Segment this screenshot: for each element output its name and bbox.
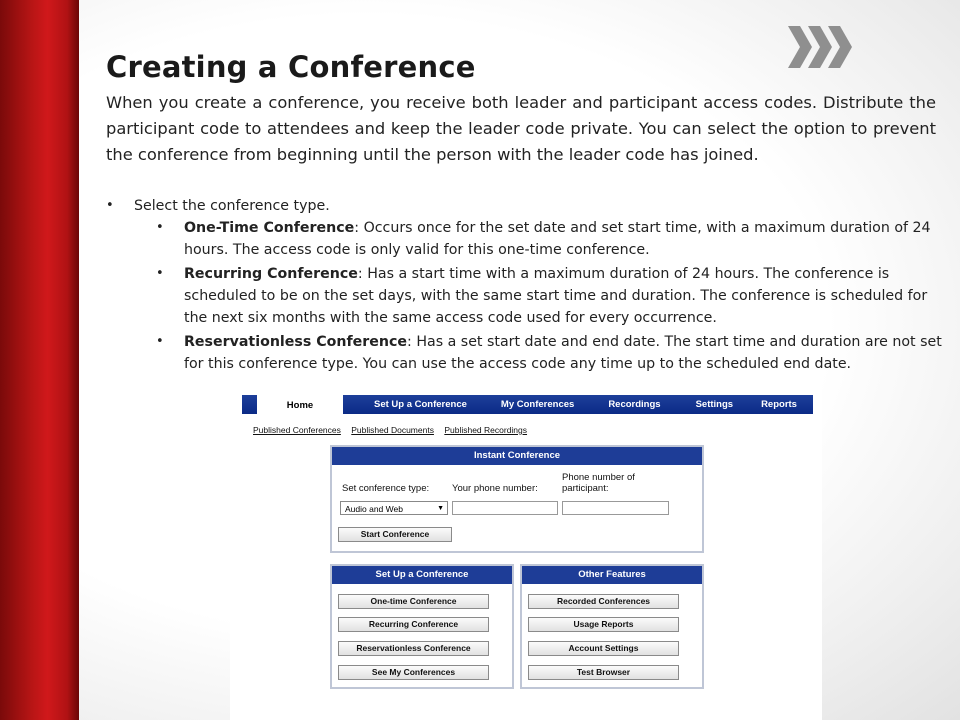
recorded-conferences-button[interactable]: Recorded Conferences [528,594,679,609]
sub-bullet-text: : Has a set start date and end date. The start time and duration are not set for this conference type. You can use the access code any time up to the scheduled end date. [184,334,942,372]
phone-number-label: Your phone number: [452,483,538,494]
bullet-main: • Select the conference type. [106,195,946,217]
sub-bullet-term: One-Time Conference [184,220,355,236]
sub-bullet-one-time [106,217,946,261]
triple-chevron-icon [786,24,856,70]
sub-bullet-text: : Has a start time with a maximum duration of 24 hours. The conference is scheduled to be on the set days, with the same start time and duration. The conference is scheduled for the next six months with the same access code used for every occurrence. [184,266,928,326]
conference-type-value: Audio and Web [345,504,403,514]
test-browser-button[interactable]: Test Browser [528,665,679,680]
panel-title: Instant Conference [332,447,702,465]
start-conference-button[interactable]: Start Conference [338,527,452,542]
tab-home[interactable]: Home [257,395,343,414]
dropdown-arrow-icon: ▼ [437,505,444,512]
conference-type-label: Set conference type: [342,483,430,494]
participant-phone-input[interactable] [562,501,669,515]
bullet-list [106,195,946,377]
sub-bullet-term: Reservationless Conference [184,334,408,350]
one-time-conference-button[interactable]: One-time Conference [338,594,489,609]
participant-phone-label-1: Phone number of [562,472,635,483]
other-features-panel [520,564,704,689]
slide-title: Creating a Conference [106,50,476,84]
recurring-conference-button[interactable]: Recurring Conference [338,617,489,632]
link-published-recordings[interactable]: Published Recordings [444,425,528,435]
sub-bullet-text: : Occurs once for the set date and set start time, with a maximum duration of 24 hours. The access code is only valid for this one-time conference. [184,220,931,258]
tab-my-conferences[interactable]: My Conferences [500,399,575,410]
sub-bullet-reservationless [106,331,946,375]
panel-title: Set Up a Conference [332,566,512,584]
tab-reports[interactable]: Reports [761,399,797,410]
instant-conference-panel [330,445,704,553]
red-accent-bar [0,0,79,720]
participant-phone-label-2: participant: [562,483,609,494]
tab-setup-conference[interactable]: Set Up a Conference [374,399,467,410]
intro-paragraph: When you create a conference, you receive both leader and participant access codes. Distribute the participant code to attendees and keep the leader code private. You can select the option to prevent the conference from beginning until the person with the leader code has joined. [106,93,936,164]
conference-type-select[interactable] [340,501,448,515]
usage-reports-button[interactable]: Usage Reports [528,617,679,632]
reservationless-conference-button[interactable]: Reservationless Conference [338,641,489,656]
conference-app-screenshot [230,382,822,720]
setup-conference-panel [330,564,514,689]
your-phone-input[interactable] [452,501,558,515]
link-published-conferences[interactable]: Published Conferences [253,425,341,435]
sub-bullet-term: Recurring Conference [184,266,358,282]
link-published-documents[interactable]: Published Documents [351,425,434,435]
tab-settings[interactable]: Settings [695,399,734,410]
sublink-bar [253,425,535,435]
tab-recordings[interactable]: Recordings [608,399,661,410]
see-my-conferences-button[interactable]: See My Conferences [338,665,489,680]
top-nav-bar [242,395,813,414]
account-settings-button[interactable]: Account Settings [528,641,679,656]
panel-title: Other Features [522,566,702,584]
sub-bullet-recurring [106,263,946,329]
